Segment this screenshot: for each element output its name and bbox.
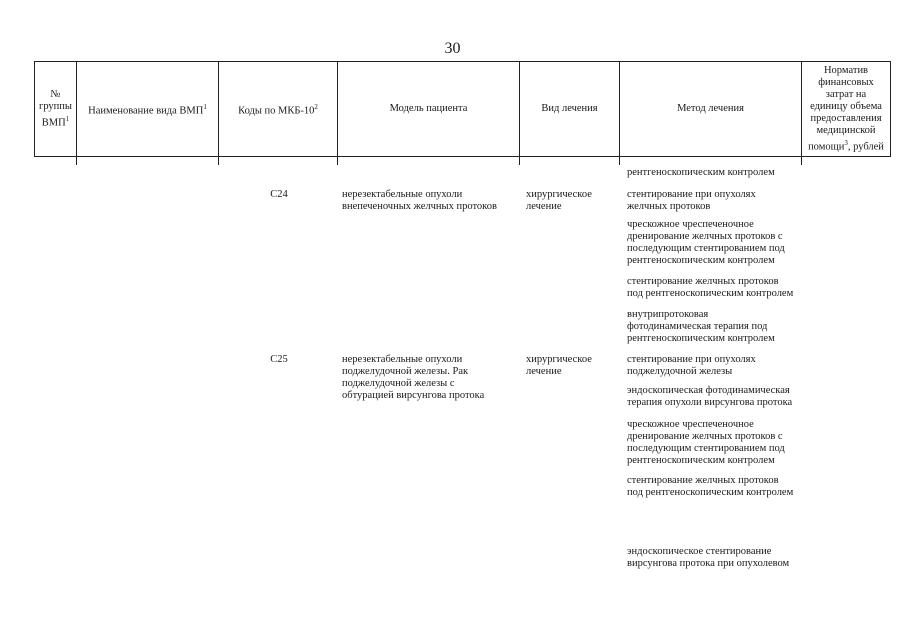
treatment-type-c25: хирургическое лечение: [526, 354, 592, 377]
page-number: 30: [444, 40, 461, 57]
method-c24-2: чрескожное чреспеченочное дренирование желчных протоков с последующим стентированием под рентгеноскопическим контролем: [627, 219, 785, 266]
method-c24-1: стентирование при опухолях желчных протоков: [627, 189, 756, 212]
header-treatment-method: Метод лечения: [620, 62, 802, 157]
icd-code-c24: C24: [270, 189, 288, 200]
table-header: [34, 61, 891, 157]
header-group-number: № группы ВМП$^1$: [35, 62, 77, 157]
patient-model-c24: нерезектабельные опухоли внепеченочных желчных протоков: [342, 189, 497, 212]
method-c25-4: стентирование желчных протоков под рентгеноскопическим контролем: [627, 475, 794, 498]
header-vmp-name: Наименование вида ВМП$^1$: [77, 62, 219, 157]
column-divider: [76, 155, 77, 165]
patient-model-c25: нерезектабельные опухоли поджелудочной железы. Рак поджелудочной железы с обтурацией вирсунгова протока: [342, 354, 485, 401]
column-divider: [619, 155, 620, 165]
treatment-type-c24: хирургическое лечение: [526, 189, 592, 212]
method-c24-4: внутрипротоковая фотодинамическая терапия под рентгеноскопическим контролем: [627, 309, 775, 344]
method-c25-3: чрескожное чреспеченочное дренирование желчных протоков с последующим стентированием под рентгеноскопическим контролем: [627, 419, 785, 466]
column-divider: [337, 155, 338, 165]
column-divider: [519, 155, 520, 165]
method-c24-3: стентирование желчных протоков под рентгеноскопическим контролем: [627, 276, 794, 299]
header-cost-norm: Норматив финансовых затрат на единицу объема предоставления медицинской помощи$^3$, рублей: [802, 62, 891, 157]
method-c25-5: эндоскопическое стентирование вирсунгова протока при опухолевом: [627, 546, 790, 569]
method-carryover: рентгеноскопическим контролем: [627, 167, 775, 178]
header-patient-model: Модель пациента: [338, 62, 520, 157]
icd-code-c25: C25: [270, 354, 288, 365]
column-divider: [218, 155, 219, 165]
header-icd-codes: Коды по МКБ-$10^2$: [219, 62, 338, 157]
header-treatment-type: Вид лечения: [520, 62, 620, 157]
column-divider: [801, 155, 802, 165]
method-c25-1: стентирование при опухолях поджелудочной железы: [627, 354, 756, 377]
method-c25-2: эндоскопическая фотодинамическая терапия опухоли вирсунгова протока: [627, 385, 793, 408]
